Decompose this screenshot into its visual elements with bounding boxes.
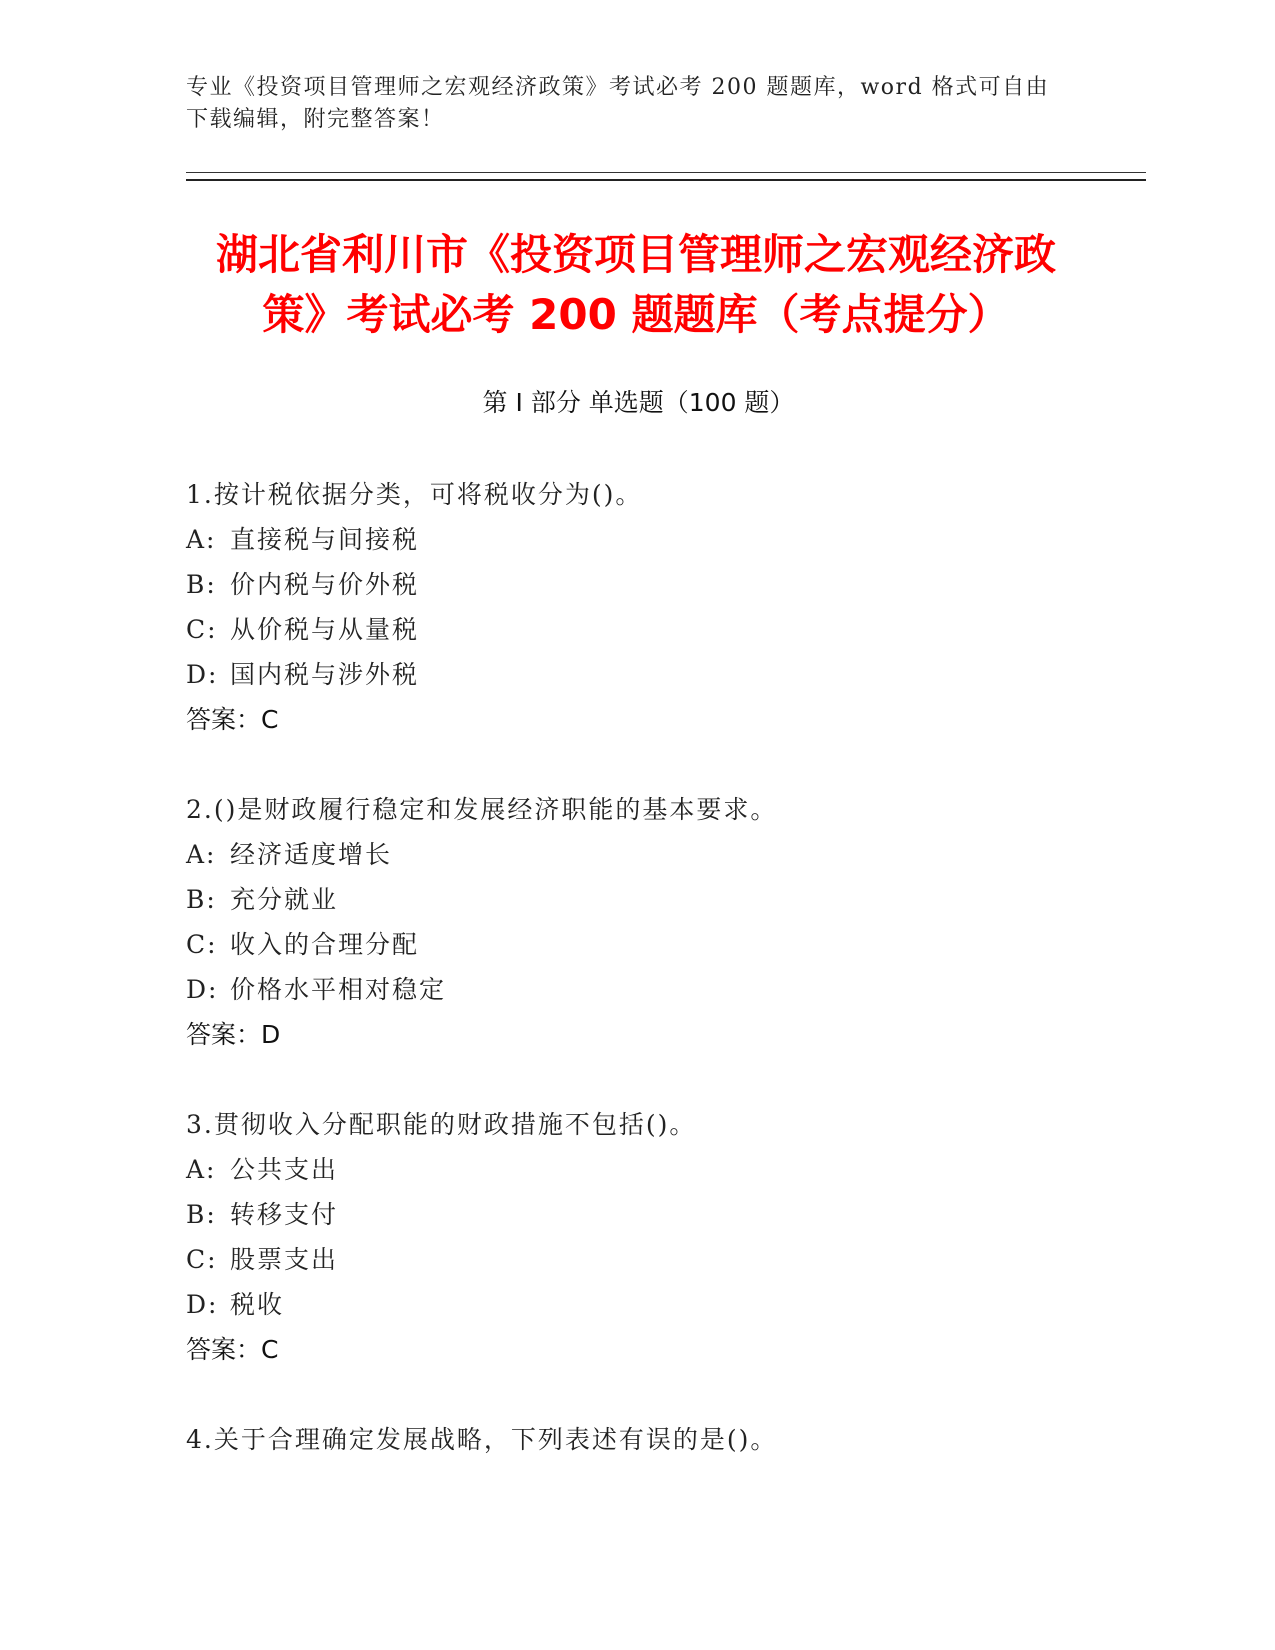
- option-key: C:: [186, 615, 218, 644]
- option-text: 经济适度增长: [230, 840, 393, 869]
- option-c: [186, 1237, 1146, 1282]
- option-text: 税收: [230, 1290, 285, 1319]
- option-d: [186, 1282, 1146, 1327]
- option-c: [186, 607, 1146, 652]
- option-a: [186, 1147, 1146, 1192]
- option-text: 股票支出: [230, 1245, 339, 1274]
- option-text: 直接税与间接税: [230, 525, 420, 554]
- option-text: 转移支付: [230, 1200, 339, 1229]
- option-key: C:: [186, 1245, 218, 1274]
- option-a: [186, 832, 1146, 877]
- option-key: B:: [186, 1200, 217, 1229]
- option-b: [186, 877, 1146, 922]
- option-text: 公共支出: [230, 1155, 339, 1184]
- option-key: D:: [186, 975, 219, 1004]
- question-stem: 1.按计税依据分类，可将税收分为()。: [186, 480, 643, 509]
- question-3: [186, 1102, 1146, 1372]
- question-stem: 2.()是财政履行稳定和发展经济职能的基本要求。: [186, 795, 778, 824]
- option-d: [186, 652, 1146, 697]
- option-text: 价格水平相对稳定: [230, 975, 447, 1004]
- option-text: 国内税与涉外税: [230, 660, 420, 689]
- option-text: 收入的合理分配: [230, 930, 420, 959]
- header-note: 专业《投资项目管理师之宏观经济政策》考试必考 200 题题库，word 格式可自由下载编辑，附完整答案！: [186, 75, 1050, 132]
- page-title: 湖北省利川市《投资项目管理师之宏观经济政策》考试必考 200 题题库（考点提分）: [215, 230, 1056, 339]
- option-b: [186, 562, 1146, 607]
- option-key: D:: [186, 1290, 219, 1319]
- option-key: A:: [186, 1155, 217, 1184]
- option-c: [186, 922, 1146, 967]
- option-text: 价内税与价外税: [230, 570, 420, 599]
- option-key: D:: [186, 660, 219, 689]
- question-list: [186, 472, 1146, 1507]
- option-key: A:: [186, 525, 217, 554]
- question-1: [186, 472, 1146, 742]
- question-stem: 4.关于合理确定发展战略，下列表述有误的是()。: [186, 1425, 778, 1454]
- question-4: [186, 1417, 1146, 1462]
- answer-line: 答案：C: [186, 705, 279, 734]
- question-2: [186, 787, 1146, 1057]
- option-key: B:: [186, 570, 217, 599]
- header-divider-thin: [186, 172, 1146, 173]
- option-key: B:: [186, 885, 217, 914]
- option-text: 从价税与从量税: [230, 615, 420, 644]
- option-text: 充分就业: [230, 885, 339, 914]
- option-key: A:: [186, 840, 217, 869]
- section-title: 第 I 部分 单选题（100 题）: [482, 388, 795, 417]
- option-a: [186, 517, 1146, 562]
- option-key: C:: [186, 930, 218, 959]
- answer-line: 答案：C: [186, 1335, 279, 1364]
- header-divider-thick: [186, 179, 1146, 181]
- answer-line: 答案：D: [186, 1020, 281, 1049]
- option-b: [186, 1192, 1146, 1237]
- question-stem: 3.贯彻收入分配职能的财政措施不包括()。: [186, 1110, 697, 1139]
- option-d: [186, 967, 1146, 1012]
